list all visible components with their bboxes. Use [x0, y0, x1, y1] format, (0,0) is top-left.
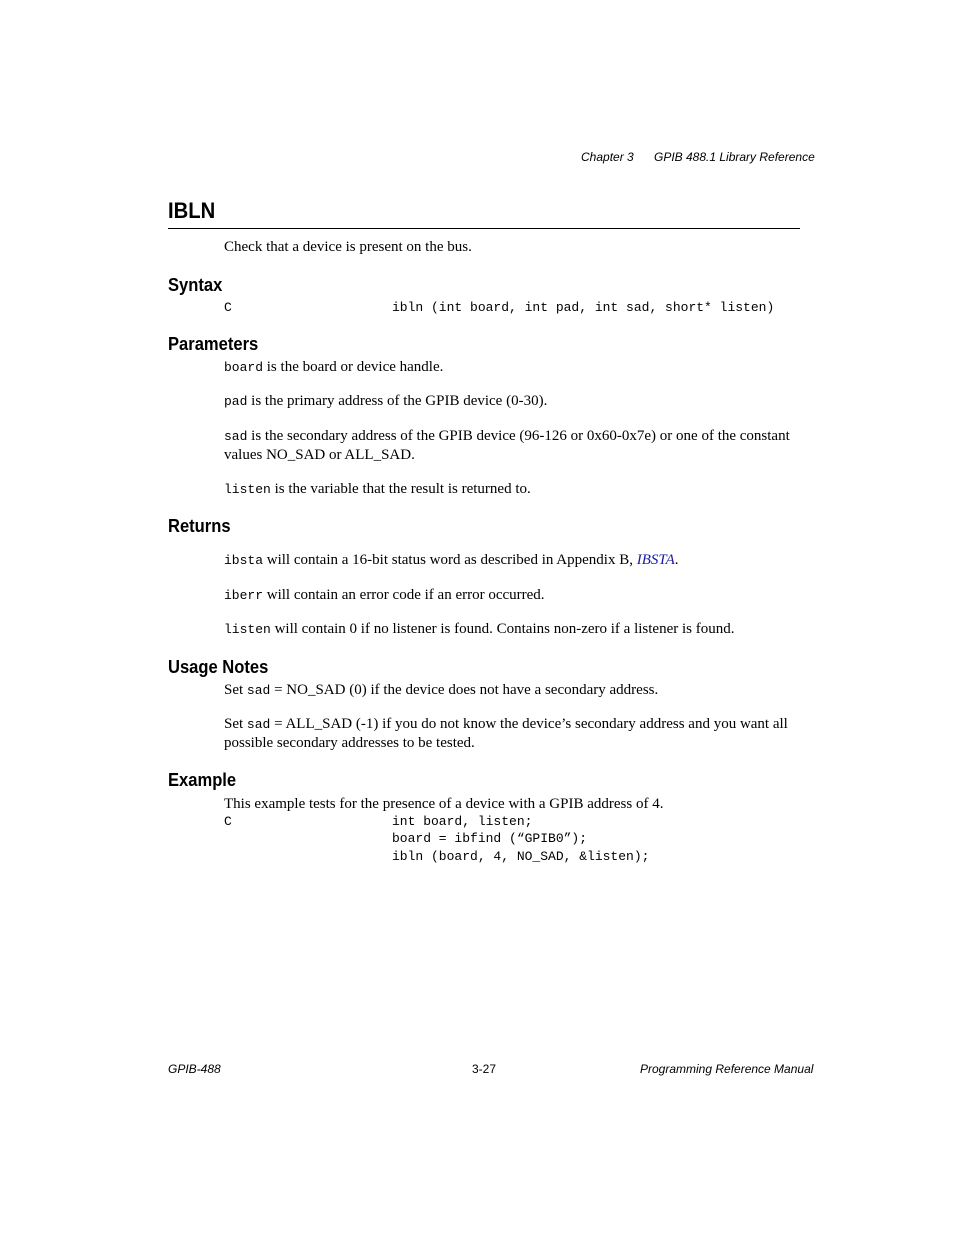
- param-sad-name: sad: [224, 429, 248, 444]
- param-sad-text: is the secondary address of the GPIB device (96-126 or 0x60-0x7e) or one of the constant values NO_SAD or ALL_SAD.: [224, 428, 790, 463]
- returns-iberr-text: will contain an error code if an error occurred.: [263, 587, 545, 603]
- param-sad: [224, 427, 802, 465]
- title-rule: [168, 228, 800, 229]
- returns-listen-name: listen: [224, 622, 271, 637]
- syntax-signature: ibln (int board, int pad, int sad, short* listen): [392, 300, 775, 315]
- param-pad: [224, 392, 804, 411]
- usage-note-2-name: sad: [246, 717, 271, 732]
- header-chapter: Chapter 3: [581, 150, 634, 164]
- header-section: GPIB 488.1 Library Reference: [654, 150, 815, 164]
- syntax-heading: Syntax: [168, 275, 223, 295]
- usage-note-2: [224, 715, 794, 753]
- param-board: [224, 358, 804, 377]
- returns-ibsta-name: ibsta: [224, 553, 264, 568]
- footer-left: GPIB-488: [168, 1062, 221, 1076]
- usage-note-1-pre: Set: [224, 682, 247, 698]
- param-listen: [224, 480, 804, 499]
- usage-notes-heading: Usage Notes: [168, 657, 269, 677]
- parameters-heading: Parameters: [168, 334, 259, 354]
- footer-page-number: 3-27: [472, 1062, 497, 1076]
- usage-note-1-name: sad: [246, 683, 271, 698]
- footer-right: Programming Reference Manual: [640, 1062, 814, 1076]
- param-board-text: is the board or device handle.: [263, 359, 444, 375]
- param-pad-text: is the primary address of the GPIB device (0-30).: [247, 393, 548, 409]
- returns-ibsta: [224, 551, 804, 570]
- returns-ibsta-end: .: [674, 552, 679, 568]
- usage-note-2-pre: Set: [224, 716, 247, 732]
- description: Check that a device is present on the bus.: [224, 239, 472, 255]
- returns-ibsta-text: will contain a 16-bit status word as described in Appendix B,: [263, 552, 637, 568]
- example-line-2: board = ibfind (“GPIB0”);: [392, 831, 588, 846]
- page-title: IBLN: [168, 198, 216, 223]
- example-heading: Example: [168, 770, 237, 790]
- example-line-3: ibln (board, 4, NO_SAD, &listen);: [392, 849, 650, 864]
- example-line-1: int board, listen;: [392, 814, 533, 829]
- returns-heading: Returns: [168, 516, 231, 536]
- ibsta-link[interactable]: IBSTA: [636, 552, 675, 568]
- param-pad-name: pad: [224, 394, 248, 409]
- syntax-language: C: [224, 300, 232, 315]
- param-listen-text: is the variable that the result is returned to.: [270, 481, 531, 497]
- usage-note-1: [224, 681, 804, 700]
- usage-note-2-text: = ALL_SAD (-1) if you do not know the device’s secondary address and you want all possible secondary addresses to be tested.: [224, 716, 788, 751]
- example-text: This example tests for the presence of a device with a GPIB address of 4.: [224, 796, 664, 812]
- returns-listen-text: will contain 0 if no listener is found. Contains non-zero if a listener is found.: [270, 621, 735, 637]
- example-language: C: [224, 814, 232, 829]
- returns-listen: [224, 620, 804, 639]
- param-listen-name: listen: [224, 482, 271, 497]
- returns-iberr: [224, 586, 804, 605]
- returns-iberr-name: iberr: [224, 588, 264, 603]
- param-board-name: board: [224, 360, 264, 375]
- usage-note-1-text: = NO_SAD (0) if the device does not have a secondary address.: [270, 682, 659, 698]
